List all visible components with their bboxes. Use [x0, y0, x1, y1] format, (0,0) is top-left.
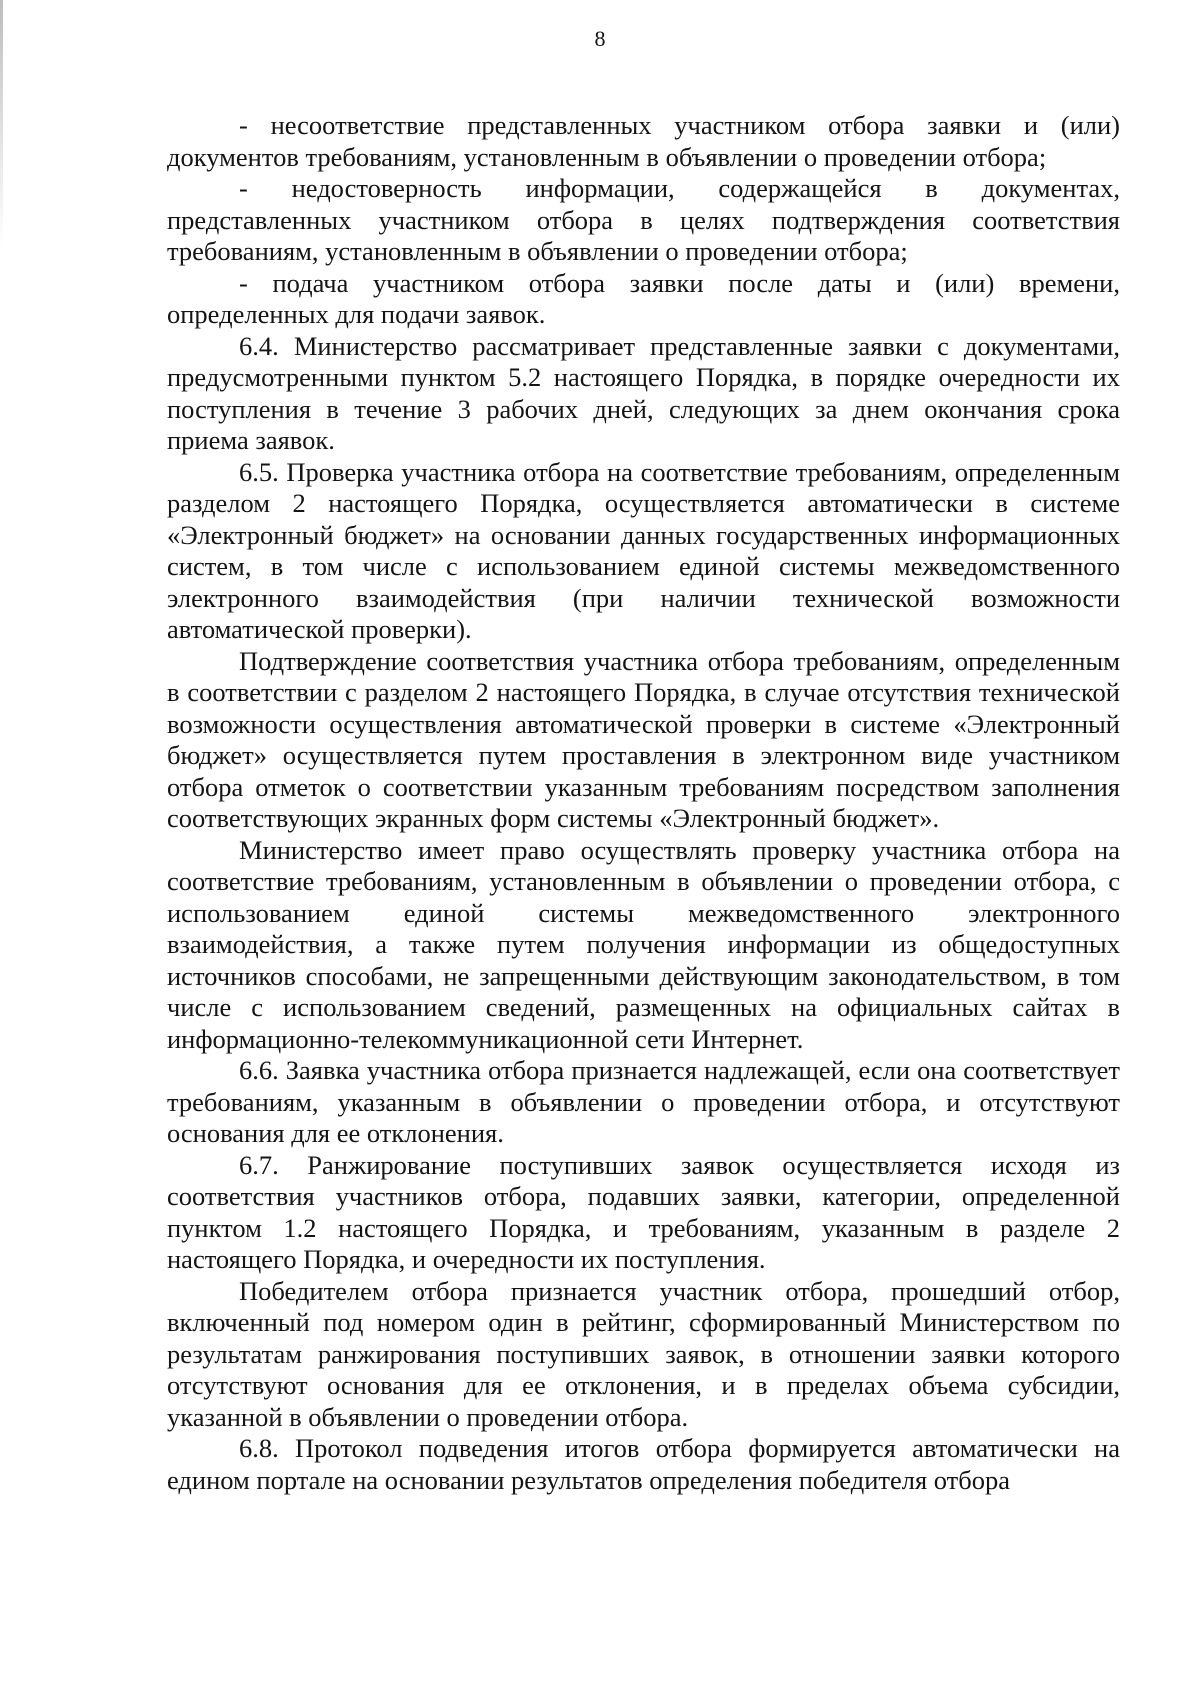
- page-number: 8: [594, 26, 606, 51]
- paragraph-6-5: 6.5. Проверка участника отбора на соответствие требованиям, определенным разделом 2 настоящего Порядка, осуществляется автоматически в системе «Электронный бюджет» на основании данных государственных информационных систем, в том числе с использованием единой системы межведомственного электронного взаимодействия (при наличии технической возможности автоматической проверки).: [167, 456, 1120, 644]
- paragraph-6-6: 6.6. Заявка участника отбора признается надлежащей, если она соответствует требованиям, указанным в объявлении о проведении отбора, и отсутствуют основания для ее отклонения.: [167, 1055, 1120, 1148]
- paragraph-rejection-reason-late-submission: - подача участником отбора заявки после даты и (или) времени, определенных для подачи заявок.: [167, 267, 1120, 329]
- paragraph-6-4: 6.4. Министерство рассматривает представленные заявки с документами, предусмотренными пунктом 5.2 настоящего Порядка, в порядке очередности их поступления в течение 3 рабочих дней, следующих за днем окончания срока приема заявок.: [167, 330, 1120, 455]
- paragraph-winner-definition: Победителем отбора признается участник отбора, прошедший отбор, включенный под номером один в рейтинг, сформированный Министерством по результатам ранжирования поступивших заявок, в отношении заявки которого отсутствуют основания для ее отклонения, и в пределах объема субсидии, указанной в объявлении о проведении отбора.: [167, 1275, 1120, 1432]
- paragraph-confirmation-of-compliance: Подтверждение соответствия участника отбора требованиям, определенным в соответствии с разделом 2 настоящего Порядка, в случае отсутствия технической возможности осуществления автоматической проверки в системе «Электронный бюджет» осуществляется путем проставления в электронном виде участником отбора отметок о соответствии указанным требованиям посредством заполнения соответствующих экранных форм системы «Электронный бюджет».: [167, 645, 1120, 833]
- document-body: [167, 110, 1120, 1496]
- paragraph-6-7: 6.7. Ранжирование поступивших заявок осуществляется исходя из соответствия участников отбора, подавших заявки, категории, определенной пунктом 1.2 настоящего Порядка, и требованиям, указанным в разделе 2 настоящего Порядка, и очередности их поступления.: [167, 1149, 1120, 1274]
- paragraph-6-8: 6.8. Протокол подведения итогов отбора формируется автоматически на едином портале на основании результатов определения победителя отбора: [167, 1433, 1120, 1495]
- paragraph-rejection-reason-mismatch: - несоответствие представленных участником отбора заявки и (или) документов требованиям, установленным в объявлении о проведении отбора;: [167, 110, 1120, 172]
- paragraph-ministry-right-to-check: Министерство имеет право осуществлять проверку участника отбора на соответствие требованиям, установленным в объявлении о проведении отбора, с использованием единой системы межведомственного электронного взаимодействия, а также путем получения информации из общедоступных источников способами, не запрещенными действующим законодательством, в том числе с использованием сведений, размещенных на официальных сайтах в информационно-телекоммуникационной сети Интернет.: [167, 834, 1120, 1054]
- paragraph-rejection-reason-unreliable-info: - недостоверность информации, содержащейся в документах, представленных участником отбора в целях подтверждения соответствия требованиям, установленным в объявлении о проведении отбора;: [167, 173, 1120, 266]
